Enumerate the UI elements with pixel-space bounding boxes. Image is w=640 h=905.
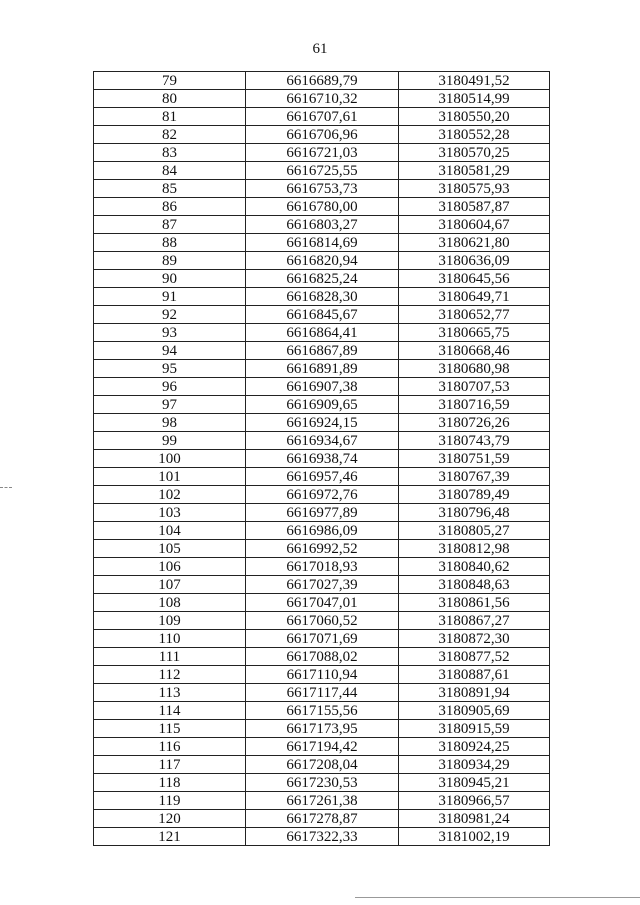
table-row [94,108,550,126]
page-number: 61 [312,41,328,57]
y-coordinate-cell: 3180491,52 [399,72,550,90]
y-coordinate-cell: 3180552,28 [399,126,550,144]
y-coordinate-cell: 3180877,52 [399,648,550,666]
x-coordinate-cell: 6617110,94 [246,666,399,684]
y-coordinate-cell: 3180891,94 [399,684,550,702]
x-coordinate-cell: 6617194,42 [246,738,399,756]
table-row [94,486,550,504]
point-number-cell: 86 [94,198,246,216]
y-coordinate-cell: 3180575,93 [399,180,550,198]
table-row [94,666,550,684]
point-number-cell: 99 [94,432,246,450]
table-row [94,90,550,108]
table-row [94,144,550,162]
point-number-cell: 105 [94,540,246,558]
x-coordinate-cell: 6616828,30 [246,288,399,306]
x-coordinate-cell: 6617060,52 [246,612,399,630]
coordinates-table-body [94,72,550,846]
x-coordinate-cell: 6616924,15 [246,414,399,432]
table-row [94,72,550,90]
point-number-cell: 85 [94,180,246,198]
x-coordinate-cell: 6617047,01 [246,594,399,612]
point-number-cell: 111 [94,648,246,666]
y-coordinate-cell: 3180934,29 [399,756,550,774]
y-coordinate-cell: 3180796,48 [399,504,550,522]
y-coordinate-cell: 3180716,59 [399,396,550,414]
table-row [94,594,550,612]
y-coordinate-cell: 3180840,62 [399,558,550,576]
y-coordinate-cell: 3180621,80 [399,234,550,252]
table-row [94,828,550,846]
y-coordinate-cell: 3180604,67 [399,216,550,234]
point-number-cell: 107 [94,576,246,594]
y-coordinate-cell: 3180581,29 [399,162,550,180]
point-number-cell: 91 [94,288,246,306]
table-row [94,504,550,522]
x-coordinate-cell: 6617117,44 [246,684,399,702]
point-number-cell: 96 [94,378,246,396]
x-coordinate-cell: 6616706,96 [246,126,399,144]
table-row [94,540,550,558]
x-coordinate-cell: 6616934,67 [246,432,399,450]
table-row [94,558,550,576]
y-coordinate-cell: 3180726,26 [399,414,550,432]
table-row [94,198,550,216]
point-number-cell: 93 [94,324,246,342]
point-number-cell: 117 [94,756,246,774]
point-number-cell: 101 [94,468,246,486]
point-number-cell: 97 [94,396,246,414]
y-coordinate-cell: 3180887,61 [399,666,550,684]
point-number-cell: 98 [94,414,246,432]
table-row [94,396,550,414]
x-coordinate-cell: 6616986,09 [246,522,399,540]
x-coordinate-cell: 6616992,52 [246,540,399,558]
point-number-cell: 112 [94,666,246,684]
y-coordinate-cell: 3180649,71 [399,288,550,306]
table-row [94,288,550,306]
y-coordinate-cell: 3180848,63 [399,576,550,594]
x-coordinate-cell: 6616721,03 [246,144,399,162]
table-row [94,360,550,378]
table-row [94,612,550,630]
table-row [94,414,550,432]
point-number-cell: 81 [94,108,246,126]
table-row [94,306,550,324]
y-coordinate-cell: 3180652,77 [399,306,550,324]
point-number-cell: 108 [94,594,246,612]
point-number-cell: 100 [94,450,246,468]
x-coordinate-cell: 6616864,41 [246,324,399,342]
x-coordinate-cell: 6616753,73 [246,180,399,198]
table-row [94,450,550,468]
y-coordinate-cell: 3180636,09 [399,252,550,270]
point-number-cell: 116 [94,738,246,756]
table-row [94,342,550,360]
y-coordinate-cell: 3180751,59 [399,450,550,468]
point-number-cell: 80 [94,90,246,108]
table-row [94,216,550,234]
table-row [94,234,550,252]
x-coordinate-cell: 6616845,67 [246,306,399,324]
y-coordinate-cell: 3180680,98 [399,360,550,378]
margin-mark [0,487,12,488]
y-coordinate-cell: 3181002,19 [399,828,550,846]
point-number-cell: 82 [94,126,246,144]
table-row [94,774,550,792]
y-coordinate-cell: 3180945,21 [399,774,550,792]
table-row [94,180,550,198]
table-row [94,756,550,774]
x-coordinate-cell: 6616867,89 [246,342,399,360]
point-number-cell: 90 [94,270,246,288]
point-number-cell: 83 [94,144,246,162]
point-number-cell: 118 [94,774,246,792]
bottom-edge-line [355,897,640,898]
y-coordinate-cell: 3180668,46 [399,342,550,360]
point-number-cell: 89 [94,252,246,270]
table-row [94,432,550,450]
x-coordinate-cell: 6617208,04 [246,756,399,774]
table-row [94,252,550,270]
y-coordinate-cell: 3180550,20 [399,108,550,126]
point-number-cell: 95 [94,360,246,378]
table-row [94,792,550,810]
y-coordinate-cell: 3180743,79 [399,432,550,450]
x-coordinate-cell: 6616957,46 [246,468,399,486]
point-number-cell: 121 [94,828,246,846]
y-coordinate-cell: 3180707,53 [399,378,550,396]
point-number-cell: 104 [94,522,246,540]
table-row [94,270,550,288]
table-row [94,126,550,144]
point-number-cell: 92 [94,306,246,324]
x-coordinate-cell: 6617018,93 [246,558,399,576]
x-coordinate-cell: 6616689,79 [246,72,399,90]
x-coordinate-cell: 6616825,24 [246,270,399,288]
table-row [94,702,550,720]
y-coordinate-cell: 3180981,24 [399,810,550,828]
y-coordinate-cell: 3180789,49 [399,486,550,504]
table-row [94,522,550,540]
y-coordinate-cell: 3180665,75 [399,324,550,342]
y-coordinate-cell: 3180645,56 [399,270,550,288]
point-number-cell: 110 [94,630,246,648]
x-coordinate-cell: 6616977,89 [246,504,399,522]
x-coordinate-cell: 6616780,00 [246,198,399,216]
point-number-cell: 119 [94,792,246,810]
x-coordinate-cell: 6616891,89 [246,360,399,378]
table-row [94,162,550,180]
x-coordinate-cell: 6616907,38 [246,378,399,396]
coordinates-table [93,71,550,846]
x-coordinate-cell: 6617322,33 [246,828,399,846]
table-row [94,378,550,396]
table-row [94,720,550,738]
y-coordinate-cell: 3180966,57 [399,792,550,810]
table-row [94,684,550,702]
x-coordinate-cell: 6616909,65 [246,396,399,414]
x-coordinate-cell: 6617155,56 [246,702,399,720]
y-coordinate-cell: 3180905,69 [399,702,550,720]
y-coordinate-cell: 3180861,56 [399,594,550,612]
point-number-cell: 94 [94,342,246,360]
table-row [94,810,550,828]
x-coordinate-cell: 6616972,76 [246,486,399,504]
table-row [94,648,550,666]
point-number-cell: 84 [94,162,246,180]
x-coordinate-cell: 6616938,74 [246,450,399,468]
y-coordinate-cell: 3180872,30 [399,630,550,648]
x-coordinate-cell: 6617173,95 [246,720,399,738]
x-coordinate-cell: 6616707,61 [246,108,399,126]
x-coordinate-cell: 6616820,94 [246,252,399,270]
point-number-cell: 115 [94,720,246,738]
y-coordinate-cell: 3180570,25 [399,144,550,162]
point-number-cell: 120 [94,810,246,828]
x-coordinate-cell: 6617278,87 [246,810,399,828]
table-row [94,468,550,486]
x-coordinate-cell: 6617088,02 [246,648,399,666]
x-coordinate-cell: 6616803,27 [246,216,399,234]
point-number-cell: 88 [94,234,246,252]
y-coordinate-cell: 3180915,59 [399,720,550,738]
table-row [94,324,550,342]
x-coordinate-cell: 6616710,32 [246,90,399,108]
x-coordinate-cell: 6617261,38 [246,792,399,810]
x-coordinate-cell: 6616725,55 [246,162,399,180]
y-coordinate-cell: 3180514,99 [399,90,550,108]
point-number-cell: 79 [94,72,246,90]
y-coordinate-cell: 3180924,25 [399,738,550,756]
y-coordinate-cell: 3180587,87 [399,198,550,216]
y-coordinate-cell: 3180812,98 [399,540,550,558]
point-number-cell: 87 [94,216,246,234]
x-coordinate-cell: 6617230,53 [246,774,399,792]
table-row [94,738,550,756]
x-coordinate-cell: 6617071,69 [246,630,399,648]
y-coordinate-cell: 3180767,39 [399,468,550,486]
point-number-cell: 109 [94,612,246,630]
y-coordinate-cell: 3180867,27 [399,612,550,630]
point-number-cell: 114 [94,702,246,720]
table-row [94,576,550,594]
point-number-cell: 103 [94,504,246,522]
point-number-cell: 102 [94,486,246,504]
x-coordinate-cell: 6616814,69 [246,234,399,252]
table-row [94,630,550,648]
point-number-cell: 106 [94,558,246,576]
y-coordinate-cell: 3180805,27 [399,522,550,540]
point-number-cell: 113 [94,684,246,702]
x-coordinate-cell: 6617027,39 [246,576,399,594]
